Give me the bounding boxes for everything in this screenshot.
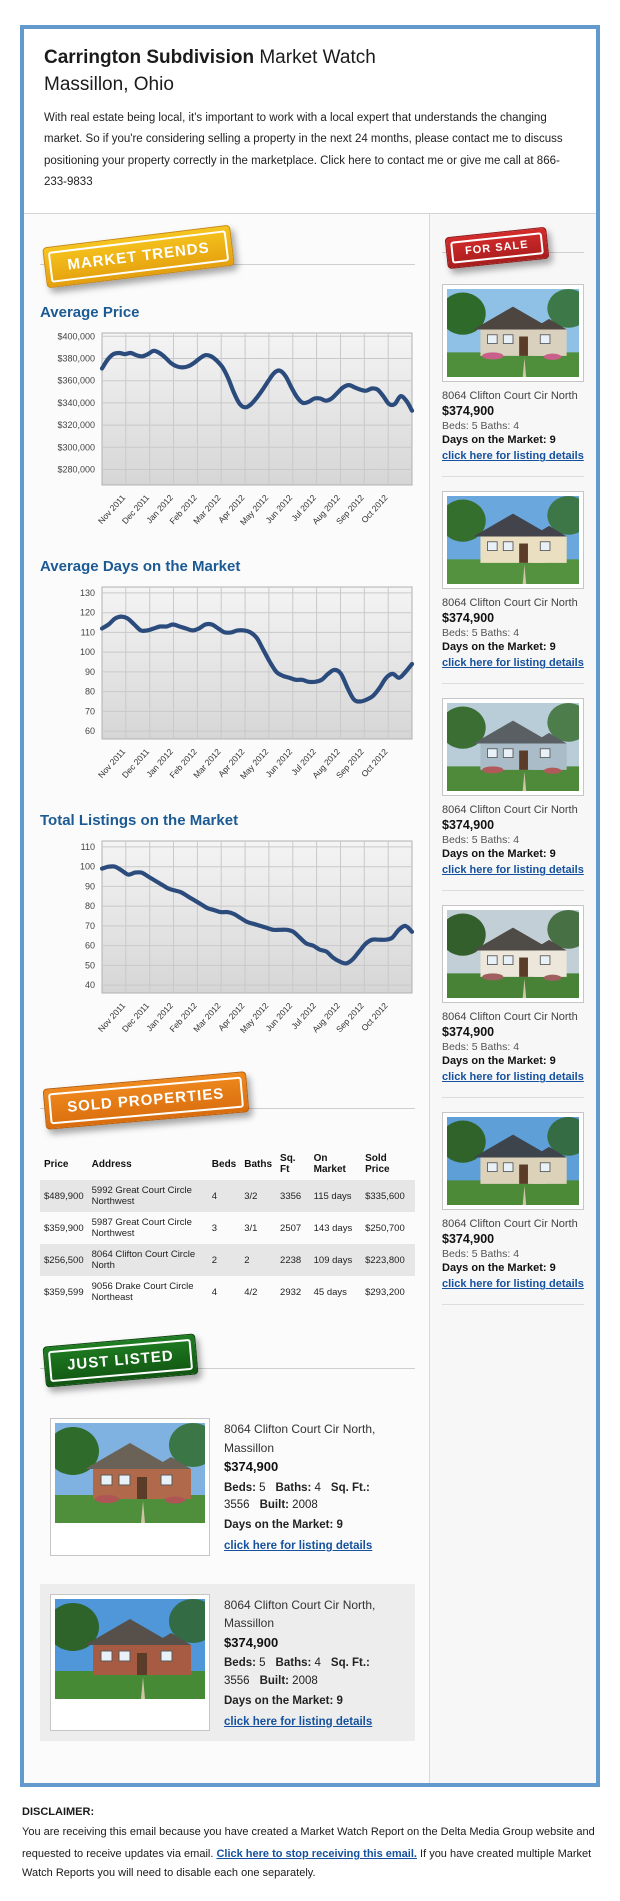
svg-text:70: 70 bbox=[84, 921, 95, 932]
average-price-section bbox=[40, 304, 415, 544]
for-sale-listing-item bbox=[442, 1112, 584, 1305]
for-sale-listing-item bbox=[442, 284, 584, 477]
svg-text:120: 120 bbox=[79, 607, 95, 618]
listing-days-on-market: Days on the Market: 9 bbox=[442, 848, 556, 861]
col-header: Beds bbox=[211, 1158, 237, 1170]
listing-details-link[interactable]: click here for listing details bbox=[224, 1540, 373, 1553]
listing-days-on-market: Days on the Market: 9 bbox=[224, 1694, 343, 1707]
listing-price: $374,900 bbox=[442, 404, 495, 419]
spec-label: Beds: bbox=[224, 1657, 256, 1670]
svg-text:40: 40 bbox=[84, 980, 95, 991]
table-cell: 9056 Drake Court Circle Northeast bbox=[91, 1281, 194, 1304]
svg-text:Feb 2012: Feb 2012 bbox=[167, 1000, 199, 1035]
svg-text:110: 110 bbox=[80, 627, 95, 638]
table-cell: 2507 bbox=[280, 1222, 302, 1234]
svg-text:Feb 2012: Feb 2012 bbox=[167, 746, 199, 781]
spec-label: Baths: bbox=[275, 1481, 312, 1494]
svg-text:90: 90 bbox=[84, 881, 95, 892]
listing-address: 8064 Clifton Court Cir North, Massillon bbox=[224, 1597, 376, 1631]
svg-text:Sep 2012: Sep 2012 bbox=[333, 492, 366, 527]
listing-details-link[interactable]: click here for listing details bbox=[442, 1071, 584, 1084]
listing-beds-baths: Beds: 5 Baths: 4 bbox=[442, 420, 520, 433]
unsubscribe-link[interactable]: Click here to stop receiving this email. bbox=[216, 1847, 417, 1860]
svg-text:Aug 2012: Aug 2012 bbox=[310, 492, 342, 527]
disclaimer-text-after: If you have created multiple Market Watch Reports you will need to disable each one separately. bbox=[22, 1847, 592, 1880]
svg-text:May 2012: May 2012 bbox=[237, 492, 271, 528]
svg-text:Jan 2012: Jan 2012 bbox=[144, 492, 175, 526]
listing-address: 8064 Clifton Court Cir North bbox=[442, 597, 578, 610]
disclaimer-text-before: You are receiving this email because you have created a Market Watch Report on the Delta Media Group website and requested to receive updates via email. bbox=[22, 1825, 595, 1860]
average-price-chart bbox=[40, 327, 418, 544]
svg-text:90: 90 bbox=[84, 667, 95, 678]
sold-properties-table bbox=[40, 1148, 415, 1308]
house-photo bbox=[50, 1594, 210, 1732]
svg-text:Nov 2011: Nov 2011 bbox=[95, 492, 128, 527]
table-cell: $335,600 bbox=[365, 1190, 405, 1202]
listing-beds-baths: Beds: 5 Baths: 4 bbox=[442, 627, 520, 640]
listing-beds-baths: Beds: 5 Baths: 4 bbox=[442, 1248, 520, 1261]
main-column bbox=[24, 214, 429, 1783]
col-header: Sold Price bbox=[365, 1153, 390, 1176]
report-header bbox=[24, 29, 596, 213]
svg-text:80: 80 bbox=[84, 686, 95, 697]
house-photo-image bbox=[55, 1599, 205, 1699]
table-cell: $359,599 bbox=[44, 1286, 84, 1298]
for-sale-listing-item bbox=[442, 491, 584, 684]
svg-text:60: 60 bbox=[84, 726, 95, 737]
svg-text:$340,000: $340,000 bbox=[57, 398, 95, 409]
listing-details-link[interactable]: click here for listing details bbox=[442, 657, 584, 670]
table-cell: 5992 Great Court Circle Northwest bbox=[91, 1185, 192, 1208]
chart-svg bbox=[40, 581, 418, 793]
sold-properties-badge: SOLD PROPERTIES bbox=[43, 1071, 249, 1130]
table-cell: $223,800 bbox=[365, 1254, 405, 1266]
table-cell: 4/2 bbox=[244, 1286, 258, 1298]
market-trends-header bbox=[40, 234, 415, 286]
listing-details-link[interactable]: click here for listing details bbox=[224, 1715, 373, 1728]
svg-text:Mar 2012: Mar 2012 bbox=[191, 746, 223, 781]
table-cell: 45 days bbox=[313, 1286, 347, 1298]
listing-price: $374,900 bbox=[442, 611, 495, 626]
table-cell: 5987 Great Court Circle Northwest bbox=[91, 1217, 192, 1240]
page-title bbox=[44, 45, 576, 98]
col-header: Address bbox=[91, 1158, 132, 1170]
table-cell: 2932 bbox=[280, 1286, 302, 1298]
col-header: Price bbox=[44, 1158, 69, 1170]
listing-beds-baths: Beds: 5 Baths: 4 bbox=[442, 834, 520, 847]
listing-address: 8064 Clifton Court Cir North bbox=[442, 1218, 578, 1231]
listing-days-on-market: Days on the Market: 9 bbox=[442, 1262, 556, 1275]
listing-days-on-market: Days on the Market: 9 bbox=[442, 641, 556, 654]
svg-text:Apr 2012: Apr 2012 bbox=[216, 492, 247, 526]
table-cell: 3356 bbox=[280, 1190, 302, 1202]
sold-properties-header bbox=[40, 1078, 415, 1130]
svg-text:Jun 2012: Jun 2012 bbox=[263, 1000, 295, 1034]
svg-text:110: 110 bbox=[80, 842, 95, 853]
listing-address: 8064 Clifton Court Cir North, Massillon bbox=[224, 1422, 376, 1455]
house-photo-image bbox=[447, 289, 579, 377]
svg-text:Jan 2012: Jan 2012 bbox=[144, 746, 175, 780]
listing-days-on-market: Days on the Market: 9 bbox=[442, 434, 556, 447]
svg-text:Oct 2012: Oct 2012 bbox=[359, 746, 390, 780]
svg-text:Apr 2012: Apr 2012 bbox=[216, 746, 247, 780]
svg-text:50: 50 bbox=[84, 960, 95, 971]
listing-address: 8064 Clifton Court Cir North bbox=[442, 390, 578, 403]
svg-text:Jul 2012: Jul 2012 bbox=[289, 492, 319, 524]
email-container bbox=[20, 25, 600, 1787]
chart-svg bbox=[40, 835, 418, 1047]
table-cell: $250,700 bbox=[365, 1222, 405, 1234]
svg-text:Aug 2012: Aug 2012 bbox=[310, 746, 342, 781]
just-listed-badge: JUST LISTED bbox=[43, 1334, 199, 1388]
just-listed-item bbox=[40, 1584, 415, 1742]
intro-paragraph: With real estate being local, it's important to work with a local expert that understands the changing market. So if you're considering selling a property in the next 24 months, please contact me to discuss positioning your property correctly in the marketplace. Click here to contact me or give me call at 866-233-9833 bbox=[44, 112, 563, 188]
svg-text:Aug 2012: Aug 2012 bbox=[310, 1000, 342, 1035]
for-sale-header bbox=[442, 230, 584, 270]
content-columns bbox=[24, 213, 596, 1783]
svg-text:100: 100 bbox=[79, 861, 95, 872]
report-type: Market Watch bbox=[254, 47, 376, 68]
table-row bbox=[40, 1276, 415, 1308]
svg-text:May 2012: May 2012 bbox=[237, 1000, 271, 1036]
svg-text:Dec 2011: Dec 2011 bbox=[119, 492, 152, 527]
svg-text:70: 70 bbox=[84, 706, 95, 717]
just-listed-item bbox=[40, 1408, 415, 1566]
svg-text:Oct 2012: Oct 2012 bbox=[359, 492, 390, 526]
svg-text:Dec 2011: Dec 2011 bbox=[119, 1000, 152, 1035]
svg-text:Mar 2012: Mar 2012 bbox=[191, 1000, 223, 1035]
svg-text:Oct 2012: Oct 2012 bbox=[359, 1000, 390, 1034]
svg-text:$300,000: $300,000 bbox=[57, 442, 95, 453]
svg-text:Nov 2011: Nov 2011 bbox=[95, 746, 128, 781]
table-cell: $489,900 bbox=[44, 1190, 84, 1202]
svg-text:Jun 2012: Jun 2012 bbox=[263, 746, 295, 780]
svg-text:$360,000: $360,000 bbox=[57, 375, 95, 386]
svg-text:$280,000: $280,000 bbox=[57, 464, 95, 475]
listing-price: $374,900 bbox=[442, 1232, 495, 1247]
col-header: Baths bbox=[244, 1158, 273, 1170]
table-cell: 115 days bbox=[313, 1190, 352, 1202]
house-photo-image bbox=[447, 496, 579, 584]
house-photo-image bbox=[55, 1423, 205, 1523]
table-cell: $256,500 bbox=[44, 1254, 84, 1266]
table-cell: 3/1 bbox=[244, 1222, 258, 1234]
house-photo bbox=[442, 284, 584, 382]
table-row bbox=[40, 1180, 415, 1212]
house-photo bbox=[442, 1112, 584, 1210]
market-trends-badge: MARKET TRENDS bbox=[42, 225, 235, 289]
listing-price: $374,900 bbox=[224, 1635, 279, 1651]
listing-details-link[interactable]: click here for listing details bbox=[442, 450, 584, 463]
listing-details-link[interactable]: click here for listing details bbox=[442, 864, 584, 877]
col-header: Sq. Ft bbox=[280, 1153, 296, 1176]
table-cell: 3/2 bbox=[244, 1190, 258, 1202]
avg-days-section bbox=[40, 558, 415, 798]
for-sale-list bbox=[442, 284, 584, 1305]
svg-text:$380,000: $380,000 bbox=[57, 353, 95, 364]
col-header: On Market bbox=[313, 1153, 346, 1176]
listing-days-on-market: Days on the Market: 9 bbox=[442, 1055, 556, 1068]
listing-price: $374,900 bbox=[442, 1025, 495, 1040]
house-photo bbox=[442, 905, 584, 1003]
spec-label: Beds: bbox=[224, 1481, 256, 1494]
spec-label: Baths: bbox=[275, 1657, 312, 1670]
svg-text:Sep 2012: Sep 2012 bbox=[333, 1000, 366, 1035]
table-cell: 143 days bbox=[313, 1222, 353, 1234]
svg-text:Feb 2012: Feb 2012 bbox=[167, 492, 199, 527]
spec-label: Built: bbox=[259, 1499, 289, 1512]
svg-text:$320,000: $320,000 bbox=[57, 420, 95, 431]
svg-text:Mar 2012: Mar 2012 bbox=[191, 492, 223, 527]
subdivision-name: Carrington Subdivision bbox=[44, 47, 255, 68]
svg-text:Nov 2011: Nov 2011 bbox=[95, 1000, 128, 1035]
total-listings-chart bbox=[40, 835, 418, 1052]
disclaimer-heading: DISCLAIMER: bbox=[22, 1806, 95, 1819]
table-cell: 109 days bbox=[313, 1254, 353, 1266]
table-cell: 2 bbox=[211, 1254, 218, 1266]
chart-svg bbox=[40, 327, 418, 539]
svg-text:Dec 2011: Dec 2011 bbox=[119, 746, 152, 781]
svg-text:Jan 2012: Jan 2012 bbox=[144, 1000, 175, 1034]
for-sale-sidebar bbox=[429, 214, 596, 1783]
house-photo bbox=[50, 1418, 210, 1556]
table-cell: $359,900 bbox=[44, 1222, 84, 1234]
svg-text:Apr 2012: Apr 2012 bbox=[216, 1000, 247, 1034]
house-photo bbox=[442, 491, 584, 589]
table-cell: $293,200 bbox=[365, 1286, 405, 1298]
svg-text:Jul 2012: Jul 2012 bbox=[289, 1000, 319, 1032]
just-listed-list bbox=[40, 1408, 415, 1741]
chart-title: Total Listings on the Market bbox=[40, 812, 239, 830]
listing-price: $374,900 bbox=[224, 1459, 279, 1475]
svg-text:May 2012: May 2012 bbox=[237, 746, 271, 782]
table-cell: 2 bbox=[244, 1254, 250, 1266]
table-cell: 8064 Clifton Court Circle North bbox=[91, 1249, 196, 1272]
for-sale-listing-item bbox=[442, 698, 584, 891]
chart-title: Average Days on the Market bbox=[40, 558, 241, 576]
listing-specs: Beds: 5 Baths: 4 Sq. Ft.: 3556 Built: 2008 bbox=[224, 1657, 370, 1687]
table-cell: 4 bbox=[211, 1190, 218, 1202]
listing-address: 8064 Clifton Court Cir North bbox=[442, 804, 578, 817]
house-photo-image bbox=[447, 703, 579, 791]
listing-price: $374,900 bbox=[442, 818, 495, 833]
table-row bbox=[40, 1244, 415, 1276]
table-header-row bbox=[40, 1148, 415, 1180]
svg-text:Sep 2012: Sep 2012 bbox=[333, 746, 366, 781]
house-photo-image bbox=[447, 910, 579, 998]
svg-text:130: 130 bbox=[79, 588, 95, 599]
house-photo bbox=[442, 698, 584, 796]
spec-label: Sq. Ft.: bbox=[330, 1657, 370, 1670]
svg-text:80: 80 bbox=[84, 901, 95, 912]
table-cell: 3 bbox=[211, 1222, 218, 1234]
spec-label: Built: bbox=[259, 1674, 289, 1687]
svg-text:60: 60 bbox=[84, 940, 95, 951]
listing-beds-baths: Beds: 5 Baths: 4 bbox=[442, 1041, 520, 1054]
disclaimer bbox=[0, 1787, 620, 1901]
listing-specs: Beds: 5 Baths: 4 Sq. Ft.: 3556 Built: 2008 bbox=[224, 1481, 370, 1512]
for-sale-listing-item bbox=[442, 905, 584, 1098]
for-sale-badge: FOR SALE bbox=[445, 227, 549, 269]
svg-text:$400,000: $400,000 bbox=[57, 331, 95, 342]
total-listings-section bbox=[40, 812, 415, 1052]
avg-days-chart bbox=[40, 581, 418, 798]
table-cell: 2238 bbox=[280, 1254, 302, 1266]
just-listed-header bbox=[40, 1338, 415, 1390]
listing-address: 8064 Clifton Court Cir North bbox=[442, 1011, 578, 1024]
svg-text:Jun 2012: Jun 2012 bbox=[263, 492, 295, 526]
svg-text:Jul 2012: Jul 2012 bbox=[289, 746, 319, 778]
listing-details-link[interactable]: click here for listing details bbox=[442, 1278, 584, 1291]
table-row bbox=[40, 1212, 415, 1244]
spec-label: Sq. Ft.: bbox=[330, 1481, 370, 1494]
city-state: Massillon, Ohio bbox=[44, 73, 174, 95]
table-cell: 4 bbox=[211, 1286, 218, 1298]
listing-days-on-market: Days on the Market: 9 bbox=[224, 1519, 343, 1532]
svg-text:100: 100 bbox=[79, 647, 95, 658]
house-photo-image bbox=[447, 1117, 579, 1205]
chart-title: Average Price bbox=[40, 304, 140, 322]
